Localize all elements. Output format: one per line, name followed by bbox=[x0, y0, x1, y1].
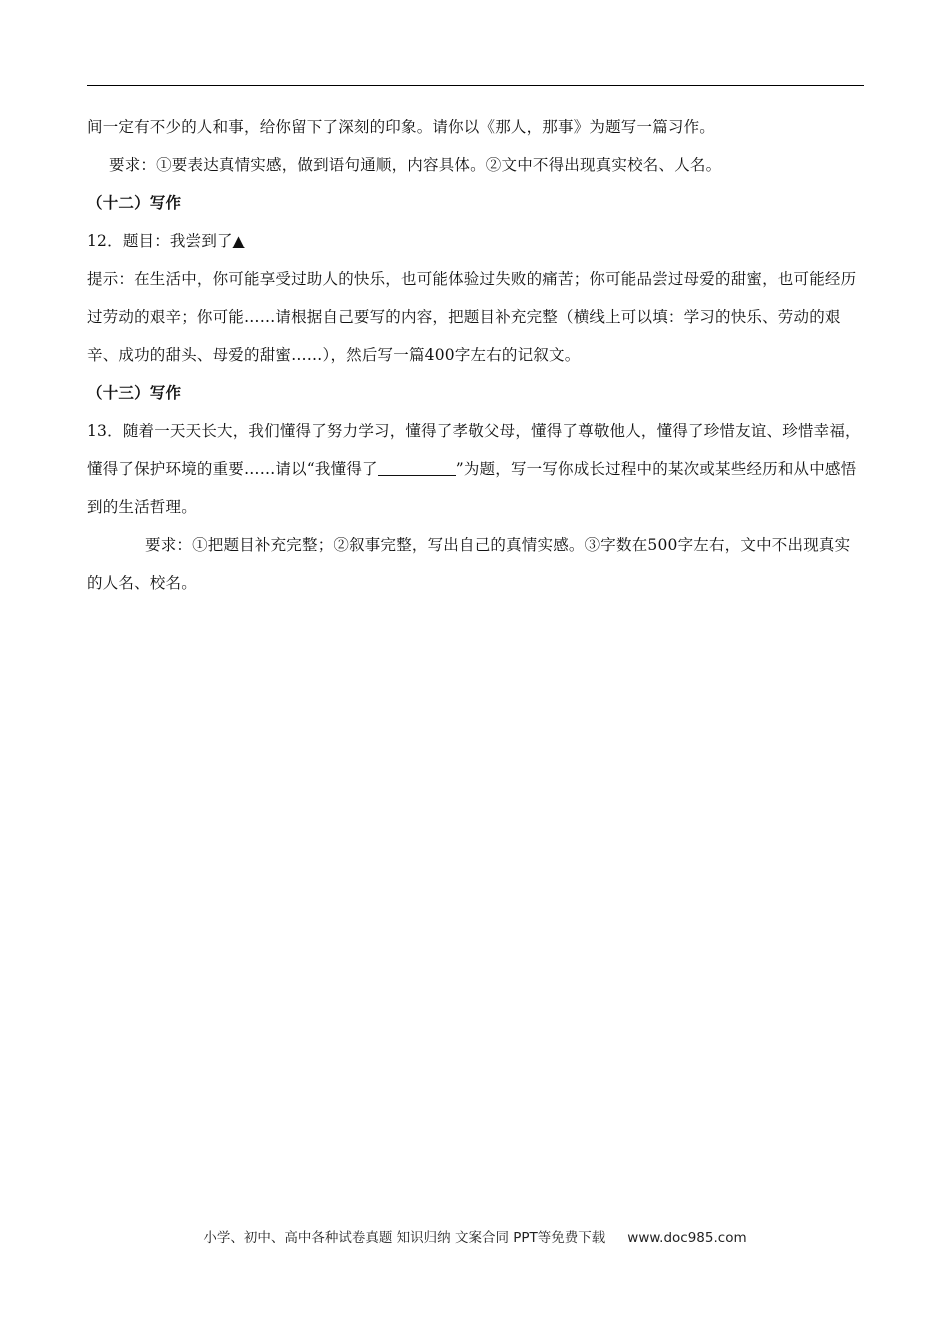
footer-url: www.doc985.com bbox=[627, 1230, 747, 1246]
section-13-prompt-before: 13．随着一天天长大，我们懂得了努力学习，懂得了孝敬父母，懂得了尊敬他人，懂得了珍惜友谊、珍惜幸福，懂得了保护环境的重要……请以“我懂得了 bbox=[87, 422, 861, 478]
header-rule bbox=[87, 85, 864, 86]
section-13-requirement: 要求：①把题目补充完整；②叙事完整，写出自己的真情实感。③字数在500字左右，文中不出现真实的人名、校名。 bbox=[87, 536, 851, 592]
section-13-heading: （十三）写作 bbox=[87, 383, 182, 402]
section-12-title-text: 12．题目：我尝到了 bbox=[87, 232, 233, 250]
footer-text: 小学、初中、高中各种试卷真题 知识归纳 文案合同 PPT等免费下载 bbox=[203, 1230, 606, 1246]
section-12-title bbox=[87, 222, 864, 260]
section-13-prompt-after: ”为题，写一写你成长过程中的某次或某些经历和从中感悟到的生活哲理。 bbox=[87, 460, 857, 516]
fill-in-blank bbox=[378, 457, 456, 476]
section-12-hint: 提示：在生活中，你可能享受过助人的快乐，也可能体验过失败的痛苦；你可能品尝过母爱的甜蜜，也可能经历过劳动的艰辛；你可能……请根据自己要写的内容，把题目补充完整（横线上可以填：学习的快乐、劳动的艰辛、成功的甜头、母爱的甜蜜……），然后写一篇400字左右的记叙文。 bbox=[87, 270, 857, 364]
document-body bbox=[87, 108, 864, 602]
section-13-prompt bbox=[87, 412, 864, 526]
intro-line: 间一定有不少的人和事，给你留下了深刻的印象。请你以《那人，那事》为题写一篇习作。 bbox=[87, 118, 716, 136]
intro-requirement: 要求：①要表达真情实感，做到语句通顺，内容具体。②文中不得出现真实校名、人名。 bbox=[109, 156, 722, 174]
section-12-heading: （十二）写作 bbox=[87, 193, 182, 212]
triangle-marker-icon: ▲ bbox=[232, 232, 245, 250]
page-footer bbox=[0, 1226, 950, 1246]
